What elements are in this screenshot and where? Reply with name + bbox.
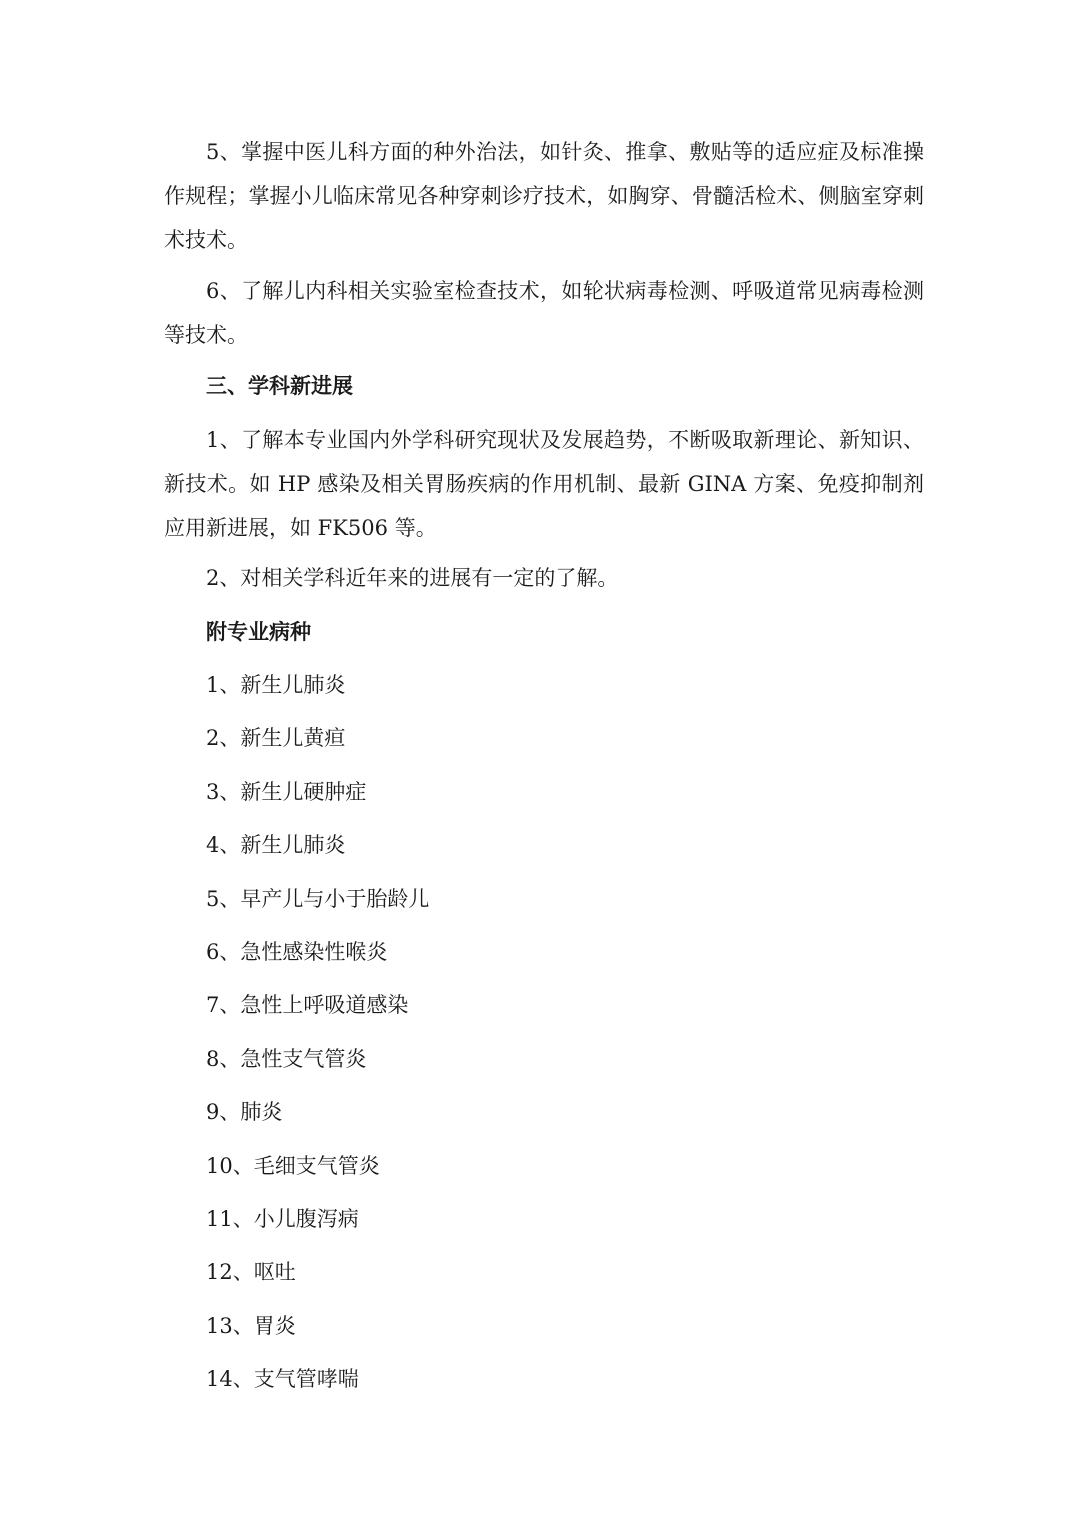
list-item: 12、呕吐	[206, 1260, 296, 1285]
paragraph-progress-item-1: 1、了解本专业国内外学科研究现状及发展趋势，不断吸取新理论、新知识、新技术。如 HP 感染及相关胃肠疾病的作用机制、最新 GINA 方案、免疫抑制剂应用新进展，如 FK506 等。	[164, 428, 924, 540]
list-item: 8、急性支气管炎	[206, 1046, 367, 1071]
paragraph-item-5: 5、掌握中医儿科方面的种外治法，如针灸、推拿、敷贴等的适应症及标准操作规程；掌握小儿临床常见各种穿刺诊疗技术，如胸穿、骨髓活检术、侧脑室穿刺术技术。	[164, 140, 924, 252]
list-item: 11、小儿腹泻病	[206, 1206, 359, 1231]
list-item: 7、急性上呼吸道感染	[206, 993, 409, 1018]
section-three-heading: 三、学科新进展	[206, 373, 353, 398]
paragraph-item-6: 6、了解儿内科相关实验室检查技术，如轮状病毒检测、呼吸道常见病毒检测等技术。	[164, 279, 924, 347]
list-item: 13、胃炎	[206, 1313, 296, 1338]
paragraph-progress-item-2: 2、对相关学科近年来的进展有一定的了解。	[206, 566, 619, 590]
list-item: 10、毛细支气管炎	[206, 1153, 380, 1178]
appendix-heading: 附专业病种	[206, 619, 311, 644]
list-item: 9、肺炎	[206, 1100, 283, 1125]
list-item: 4、新生儿肺炎	[206, 833, 346, 858]
list-item: 5、早产儿与小于胎龄儿	[206, 886, 430, 911]
list-item: 3、新生儿硬肿症	[206, 779, 367, 804]
list-item: 1、新生儿肺炎	[206, 673, 346, 697]
list-item: 14、支气管哮喘	[206, 1367, 359, 1392]
disease-list	[206, 670, 429, 1417]
list-item: 6、急性感染性喉炎	[206, 939, 388, 964]
list-item: 2、新生儿黄疸	[206, 726, 346, 751]
